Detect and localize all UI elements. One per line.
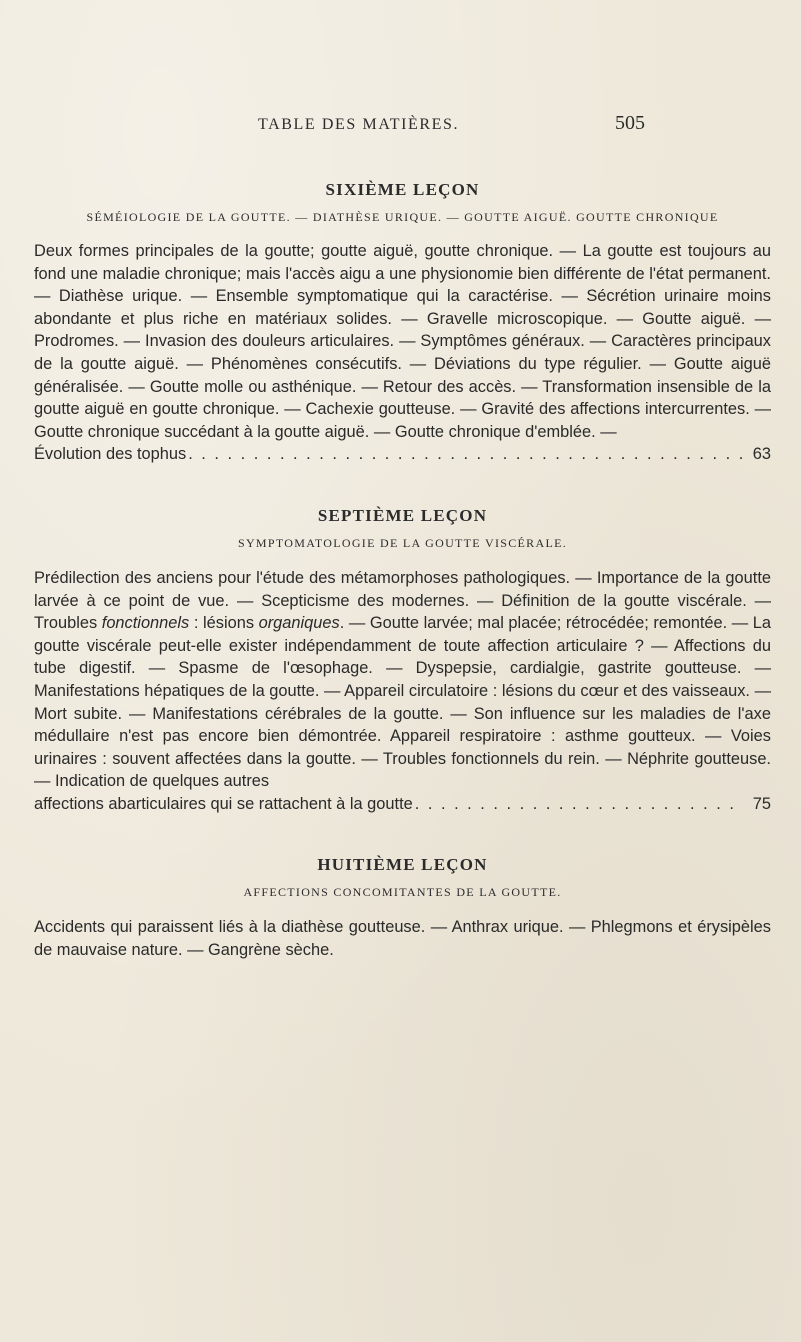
- toc-entry-line: [34, 793, 771, 816]
- dot-leader: [188, 443, 743, 466]
- toc-entry-text: Évolution des tophus: [34, 445, 187, 464]
- summary-text-part: : lésions: [189, 614, 259, 633]
- lecon-summary: [34, 567, 771, 816]
- table-of-contents: [34, 178, 771, 962]
- dot-leader: [415, 793, 743, 816]
- toc-entry-line: [34, 443, 771, 466]
- summary-text: [34, 569, 771, 790]
- lecon-section-6: [34, 178, 771, 466]
- page-number: 505: [615, 112, 645, 134]
- emphasis-fonctionnels: fonctionnels: [101, 614, 190, 633]
- running-head: TABLE DES MATIÈRES.: [258, 116, 460, 133]
- page-header: [0, 112, 801, 136]
- lecon-summary: [34, 240, 771, 466]
- lecon-title: HUITIÈME LEÇON: [317, 855, 488, 875]
- summary-text-part: . — Goutte larvée; mal placée; rétrocédée; remontée. — La goutte viscérale peut-elle exister indépendamment de toute affection articulaire ? — Affections du tube digestif. — Spasme de l'œsophage. — Dyspepsie, cardialgie, gastrite goutteuse. — Manifestations hépatiques de la goutte. — Appareil circulatoire : lésions du cœur et des vaisseaux. — Mort subite. — Manifestations cérébrales de la goutte. — Son influence sur les maladies de l'axe médullaire n'est pas encore bien démontrée. Appareil respiratoire : asthme goutteux. — Voies urinaires : souvent affectées dans la goutte. — Troubles fonctionnels du rein. — Néphrite goutteuse. — Indication de quelques autres: [34, 614, 771, 791]
- emphasis-organiques: organiques: [258, 614, 340, 633]
- page-reference: 75: [752, 794, 771, 813]
- page-reference: 63: [752, 445, 771, 464]
- lecon-summary: [34, 916, 771, 961]
- summary-text: Accidents qui paraissent liés à la diathèse goutteuse. — Anthrax urique. — Phlegmons et érysipèles de mauvaise nature. — Gangrène sèche.: [34, 918, 771, 960]
- lecon-title: SEPTIÈME LEÇON: [317, 505, 488, 525]
- summary-text: Deux formes principales de la goutte; goutte aiguë, goutte chronique. — La goutte est toujours au fond une maladie chronique; mais l'accès aigu a une physionomie bien différente de l'état permanent. — Diathèse urique. — Ensemble symptomatique qui la caractérise. — Sécrétion urinaire moins abondante et plus riche en matériaux solides. — Gravelle microscopique. — Goutte aiguë. — Prodromes. — Invasion des douleurs articulaires. — Symptômes généraux. — Caractères principaux de la goutte aiguë. — Phénomènes consécutifs. — Déviations du type régulier. — Goutte aiguë généralisée. — Goutte molle ou asthénique. — Retour des accès. — Transformation insensible de la goutte aiguë en goutte chronique. — Cachexie goutteuse. — Gravité des affections intercurrentes. — Goutte chronique succédant à la goutte aiguë. — Goutte chronique d'emblée. —: [34, 242, 771, 441]
- lecon-subtitle: SYMPTOMATOLOGIE DE LA GOUTTE VISCÉRALE.: [237, 535, 568, 550]
- lecon-subtitle: SÉMÉIOLOGIE DE LA GOUTTE. — DIATHÈSE URIQUE. — GOUTTE AIGUË. GOUTTE CHRONIQUE: [86, 210, 719, 224]
- lecon-section-8: [34, 853, 771, 961]
- toc-entry-text: affections abarticulaires qui se rattachent à la goutte: [34, 794, 413, 813]
- lecon-title: SIXIÈME LEÇON: [325, 180, 480, 199]
- lecon-section-7: [34, 504, 771, 816]
- summary-text-part: Prédilection des anciens pour l'étude des métamorphoses pathologiques. — Importance de la goutte larvée à ce point de vue. — Scepticisme des modernes. — Définition de la goutte viscérale. — Troubles: [34, 568, 771, 633]
- lecon-subtitle: AFFECTIONS CONCOMITANTES DE LA GOUTTE.: [243, 885, 562, 900]
